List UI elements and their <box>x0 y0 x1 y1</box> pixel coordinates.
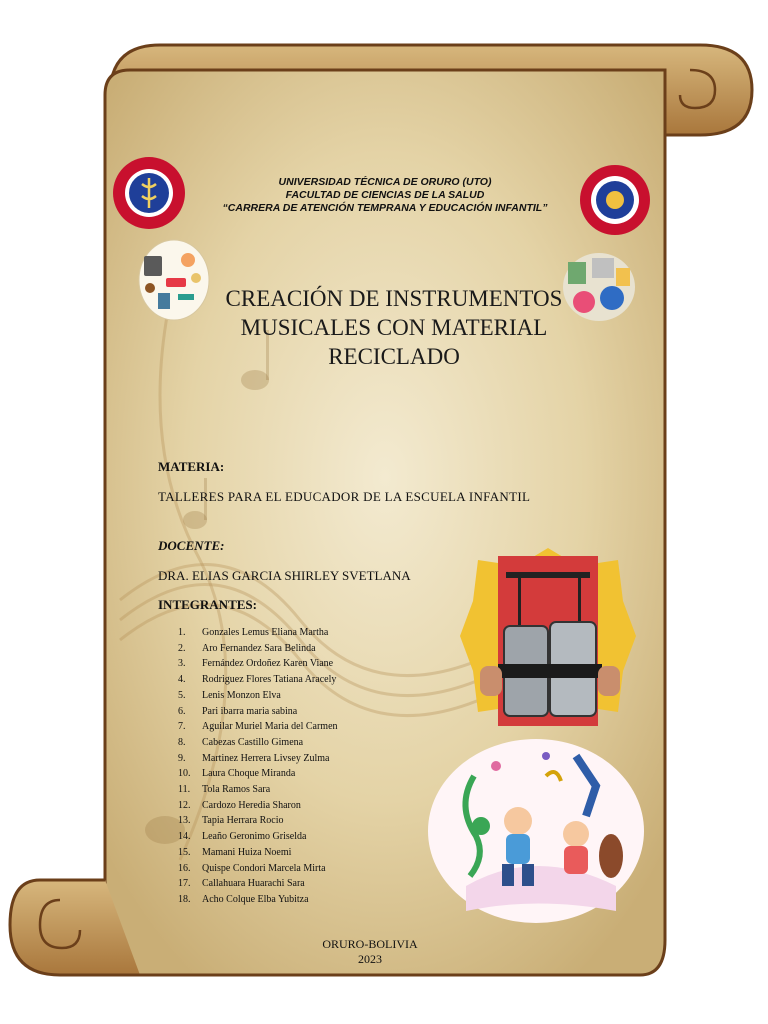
recycled-drums-photo <box>458 546 638 731</box>
member-item <box>178 876 338 892</box>
footer-year: 2023 <box>358 952 382 966</box>
member-item <box>178 861 338 877</box>
integrantes-label: INTEGRANTES: <box>158 597 257 612</box>
member-item <box>178 656 338 672</box>
member-name: Rodriguez Flores Tatiana Aracely <box>202 674 337 686</box>
faculty-seal-left <box>112 156 186 230</box>
member-number: 2. <box>178 642 186 654</box>
member-number: 18. <box>178 893 191 905</box>
member-number: 16. <box>178 862 191 874</box>
member-number: 3. <box>178 658 186 670</box>
member-number: 10. <box>178 768 191 780</box>
member-name: Tola Ramos Sara <box>202 784 271 796</box>
member-name: Cabezas Castillo Gimena <box>202 736 304 748</box>
member-name: Aguilar Muriel Maria del Carmen <box>202 721 338 733</box>
docente-value: DRA. ELIAS GARCIA SHIRLEY SVETLANA <box>158 568 411 583</box>
member-number: 5. <box>178 689 186 701</box>
member-name: Laura Choque Miranda <box>202 768 296 780</box>
member-number: 13. <box>178 815 191 827</box>
member-name: Callahuara Huarachi Sara <box>202 878 305 890</box>
member-item <box>178 625 338 641</box>
institution-header <box>190 176 580 215</box>
career-seal-right <box>578 164 652 236</box>
docente-label: DOCENTE: <box>158 538 225 553</box>
member-item <box>178 845 338 861</box>
member-number: 4. <box>178 674 186 686</box>
member-name: Gonzales Lemus Eliana Martha <box>202 627 329 638</box>
children-music-cartoon <box>426 736 646 931</box>
member-name: Acho Colque Elba Yubitza <box>202 893 309 905</box>
member-number: 11. <box>178 784 191 796</box>
member-name: Mamani Huiza Noemi <box>202 846 292 858</box>
career-name: “CARRERA DE ATENCIÓN TEMPRANA Y EDUCACIÓN INFANTIL” <box>222 202 548 214</box>
member-item <box>178 766 338 782</box>
title-line-2: MUSICALES CON MATERIAL <box>240 315 548 340</box>
member-item <box>178 735 338 751</box>
university-name: UNIVERSIDAD TÉCNICA DE ORURO (UTO) <box>278 176 492 188</box>
member-number: 12. <box>178 799 191 811</box>
faculty-name: FACULTAD DE CIENCIAS DE LA SALUD <box>285 189 485 201</box>
title-line-1: CREACIÓN DE INSTRUMENTOS <box>225 286 563 311</box>
footer <box>290 937 450 967</box>
member-item <box>178 672 338 688</box>
member-name: Martinez Herrera Livsey Zulma <box>202 752 330 764</box>
member-name: Tapia Herrara Rocio <box>202 815 284 827</box>
member-number: 1. <box>178 627 186 638</box>
member-name: Fernández Ordoñez Karen Viane <box>202 658 334 670</box>
member-item <box>178 829 338 845</box>
member-name: Aro Fernandez Sara Belinda <box>202 642 316 654</box>
member-item <box>178 813 338 829</box>
members-list <box>178 625 338 908</box>
member-number: 14. <box>178 831 191 843</box>
title-line-3: RECICLADO <box>328 344 460 369</box>
member-name: Cardozo Heredia Sharon <box>202 799 301 811</box>
member-number: 6. <box>178 705 186 717</box>
member-item <box>178 782 338 798</box>
member-item <box>178 719 338 735</box>
member-number: 7. <box>178 721 186 733</box>
materia-label: MATERIA: <box>158 459 225 474</box>
member-name: Pari ibarra maria sabina <box>202 705 298 717</box>
member-item <box>178 892 338 908</box>
member-item <box>178 751 338 767</box>
member-name: Lenis Monzon Elva <box>202 689 281 701</box>
member-name: Quispe Condori Marcela Mirta <box>202 862 326 874</box>
footer-place: ORURO-BOLIVIA <box>322 937 418 951</box>
member-number: 8. <box>178 736 186 748</box>
member-number: 17. <box>178 878 191 890</box>
member-item <box>178 641 338 657</box>
member-item <box>178 704 338 720</box>
member-item <box>178 798 338 814</box>
member-number: 9. <box>178 752 186 764</box>
document-title <box>200 284 588 371</box>
member-name: Leaño Geronimo Griselda <box>202 831 307 843</box>
member-number: 15. <box>178 846 191 858</box>
member-item <box>178 688 338 704</box>
materia-value: TALLERES PARA EL EDUCADOR DE LA ESCUELA INFANTIL <box>158 489 531 504</box>
